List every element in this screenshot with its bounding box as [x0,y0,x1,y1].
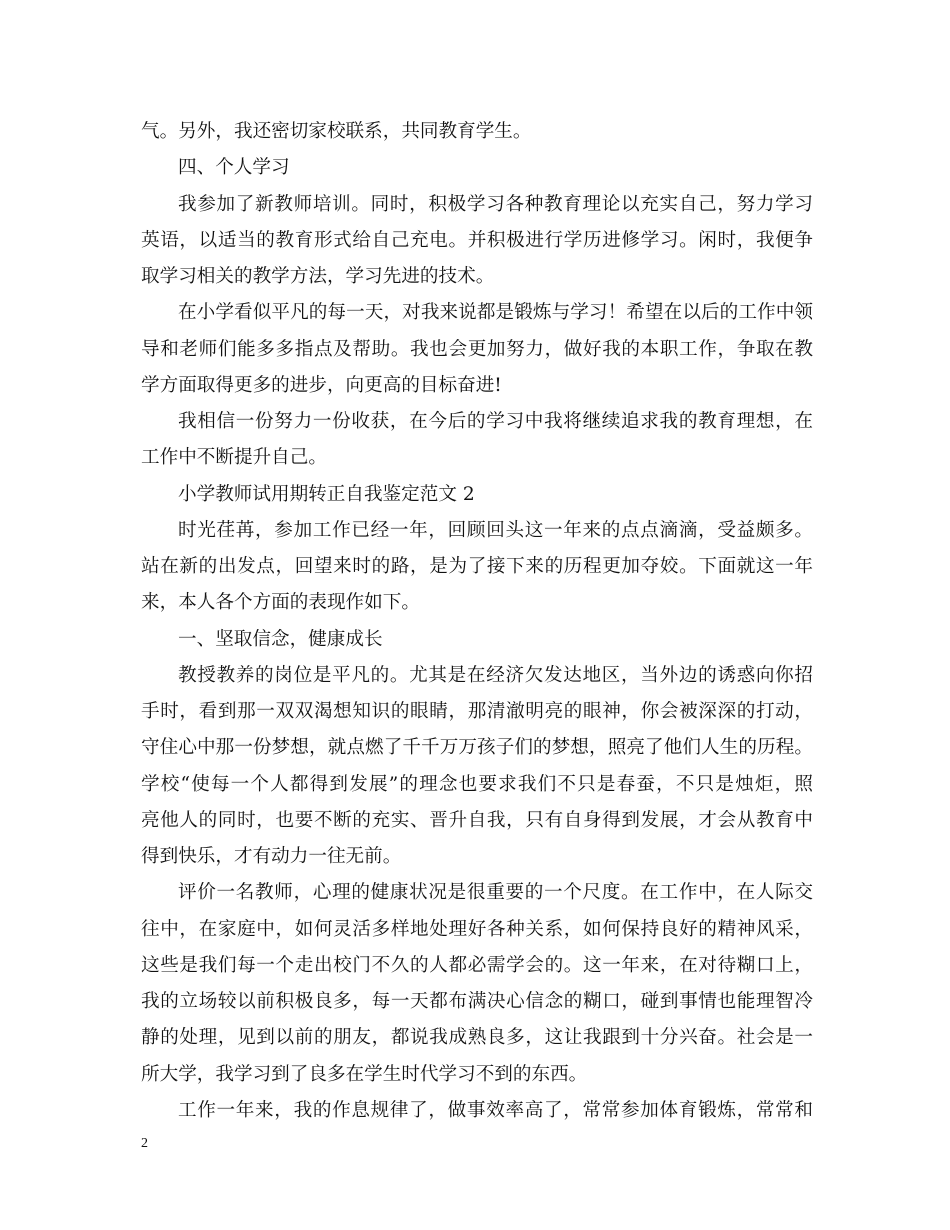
text-line: 手时，看到那一双双渴想知识的眼睛，那清澈明亮的眼神，你会被深深的打动， [141,701,813,722]
text-line: 所大学，我学习到了良多在学生时代学习不到的东西。 [141,1063,588,1085]
text-line: 这些是我们每一个走出校门不久的人都必需学会的。这一年来，在对待糊口上， [141,954,813,976]
text-line: 来，本人各个方面的表现作如下。 [141,592,420,614]
text-line: 小学教师试用期转正自我鉴定范文 2 [178,483,475,505]
text-line: 评价一名教师，心理的健康状况是很重要的一个尺度。在工作中，在人际交 [178,882,813,904]
text-line: 取学习相关的教学方法，学习先进的技术。 [141,266,495,287]
text-line: 学校“使每一个人都得到发展”的理念也要求我们不只是春蚕，不只是烛炬，照 [141,773,813,795]
document-body [141,114,813,1129]
text-line: 教授教养的岗位是平凡的。尤其是在经济欠发达地区，当外边的诱惑向你招 [178,664,813,686]
text-line: 往中，在家庭中，如何灵活多样地处理好各种关系，如何保持良好的精神风采， [141,918,813,940]
text-line: 亮他人的同时，也要不断的充实、晋升自我，只有自身得到发展，才会从教育中 [141,809,813,831]
text-line: 我相信一份努力一份收获，在今后的学习中我将继续追求我的教育理想，在 [178,411,813,432]
text-line: 气。另外，我还密切家校联系，共同教育学生。 [141,121,532,142]
text-line: 站在新的出发点，回望来时的路，是为了接下来的历程更加夺姣。下面就这一年 [141,556,813,577]
text-line: 静的处理，见到以前的朋友，都说我成熟良多，这让我跟到十分兴奋。社会是一 [141,1027,813,1049]
text-line: 守住心中那一份梦想，就点燃了千千万万孩子们的梦想，照亮了他们人生的历程。 [141,737,813,759]
text-line: 一、坚取信念，健康成长 [178,628,383,650]
text-line: 四、个人学习 [178,157,290,179]
text-line: 时光荏苒，参加工作已经一年，回顾回头这一年来的点点滴滴，受益颇多。 [178,519,813,541]
text-line: 我参加了新教师培训。同时，积极学习各种教育理论以充实自己，努力学习 [178,193,813,215]
text-line: 在小学看似平凡的每一天，对我来说都是锻炼与学习！希望在以后的工作中领 [178,302,813,324]
text-line: 工作中不断提升自己。 [141,447,327,469]
text-line: 学方面取得更多的进步，向更高的目标奋进! [141,374,502,396]
text-line: 英语，以适当的教育形式给自己充电。并积极进行学历进修学习。闲时，我便争 [141,229,813,251]
text-line: 工作一年来，我的作息规律了，做事效率高了，常常参加体育锻炼，常常和 [178,1099,813,1121]
text-line: 得到快乐，才有动力一往无前。 [141,846,402,867]
text-line: 导和老师们能多多指点及帮助。我也会更加努力，做好我的本职工作，争取在教 [141,338,813,360]
page-number: 2 [141,1136,148,1151]
text-line: 我的立场较以前积极良多，每一天都布满决心信念的糊口，碰到事情也能理智冷 [141,991,813,1012]
